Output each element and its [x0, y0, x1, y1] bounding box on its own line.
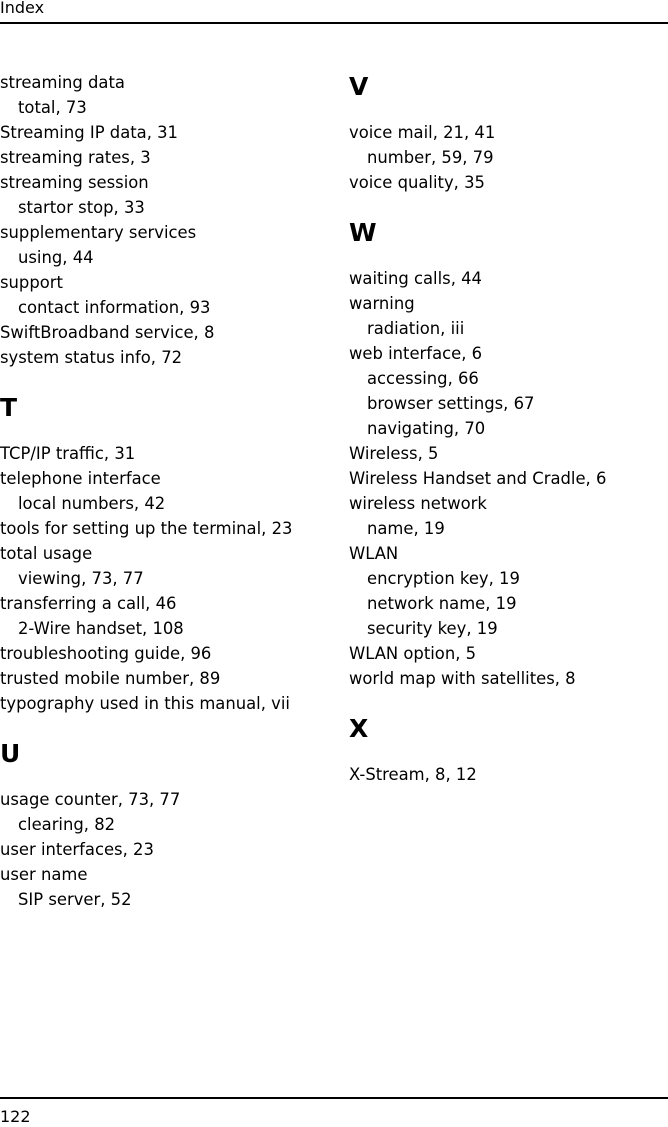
index-entry: WLAN option, 5: [349, 644, 477, 663]
index-subentry: browser settings, 67: [367, 394, 535, 413]
page-footer: [0, 1097, 668, 1126]
section-letter-heading: X: [349, 714, 369, 743]
index-entry: Streaming IP data, 31: [0, 123, 178, 142]
index-subentry: number, 59, 79: [367, 148, 494, 167]
index-entry: voice mail, 21, 41: [349, 123, 496, 142]
index-entry: X-Stream, 8, 12: [349, 765, 477, 784]
section-letter-heading: W: [349, 218, 377, 247]
page-header: [0, 0, 668, 24]
section-letter-heading: T: [0, 393, 18, 422]
index-section: [0, 395, 330, 716]
index-entry: tools for setting up the terminal, 23: [0, 519, 293, 538]
index-subentry: name, 19: [367, 519, 445, 538]
index-entry: trusted mobile number, 89: [0, 669, 221, 688]
index-subentry: clearing, 82: [18, 815, 116, 834]
index-subentry: radiation, iii: [367, 319, 465, 338]
index-entry: user name: [0, 865, 88, 884]
index-entry: voice quality, 35: [349, 173, 485, 192]
index-entry: usage counter, 73, 77: [0, 790, 181, 809]
index-entry: warning: [349, 294, 415, 313]
index-subentry: startor stop, 33: [18, 198, 145, 217]
index-section: [349, 220, 667, 691]
index-subentry: network name, 19: [367, 594, 517, 613]
index-section: [349, 74, 667, 195]
index-entry: user interfaces, 23: [0, 840, 154, 859]
index-entry: world map with satellites, 8: [349, 669, 576, 688]
index-entry: system status info, 72: [0, 348, 183, 367]
index-entry: wireless network: [349, 494, 487, 513]
index-section: [349, 716, 667, 787]
index-subentry: 2-Wire handset, 108: [18, 619, 184, 638]
index-subentry: using, 44: [18, 248, 94, 267]
page-number: 122: [0, 1107, 31, 1126]
index-entry: telephone interface: [0, 469, 161, 488]
index-subentry: contact information, 93: [18, 298, 211, 317]
index-subentry: viewing, 73, 77: [18, 569, 144, 588]
index-section: [0, 741, 330, 912]
index-subentry: SIP server, 52: [18, 890, 132, 909]
index-entry: Wireless, 5: [349, 444, 439, 463]
index-entry: WLAN: [349, 544, 399, 563]
running-header-title: Index: [0, 0, 45, 17]
index-entry: waiting calls, 44: [349, 269, 482, 288]
index-entry: web interface, 6: [349, 344, 483, 363]
index-entry: TCP/IP traffic, 31: [0, 444, 136, 463]
index-entry: streaming data: [0, 73, 125, 92]
section-letter-heading: U: [0, 739, 21, 768]
section-letter-heading: V: [349, 72, 369, 101]
index-section: [0, 70, 330, 370]
index-entry: support: [0, 273, 63, 292]
index-subentry: accessing, 66: [367, 369, 479, 388]
index-subentry: navigating, 70: [367, 419, 486, 438]
index-entry: SwiftBroadband service, 8: [0, 323, 215, 342]
index-subentry: encryption key, 19: [367, 569, 520, 588]
index-subentry: total, 73: [18, 98, 87, 117]
index-entry: troubleshooting guide, 96: [0, 644, 212, 663]
index-entry: transferring a call, 46: [0, 594, 177, 613]
index-column-right: [349, 70, 667, 787]
index-entry: streaming session: [0, 173, 149, 192]
index-column-left: [0, 70, 330, 912]
index-entry: streaming rates, 3: [0, 148, 151, 167]
index-subentry: local numbers, 42: [18, 494, 166, 513]
index-subentry: security key, 19: [367, 619, 498, 638]
index-entry: Wireless Handset and Cradle, 6: [349, 469, 607, 488]
index-entry: supplementary services: [0, 223, 197, 242]
index-entry: total usage: [0, 544, 93, 563]
index-entry: typography used in this manual, vii: [0, 694, 290, 713]
